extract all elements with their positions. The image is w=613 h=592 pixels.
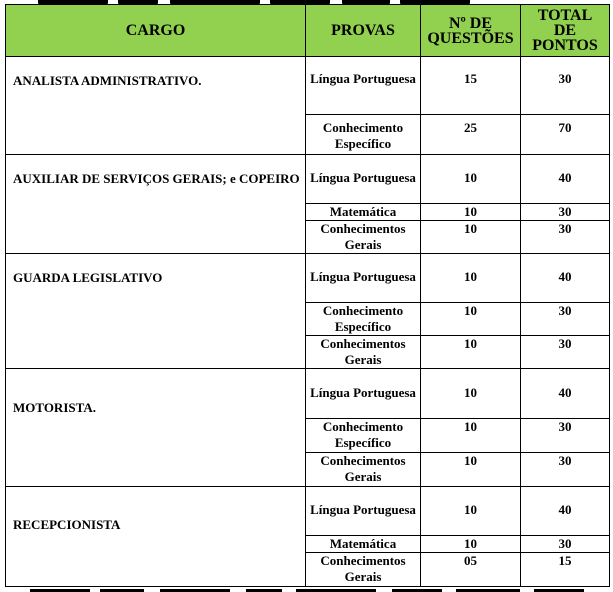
prova-cell: Língua Portuguesa <box>306 155 421 204</box>
pontos-cell: 30 <box>521 221 610 254</box>
questoes-cell: 05 <box>421 553 521 587</box>
questoes-cell: 10 <box>421 303 521 336</box>
questoes-cell: 10 <box>421 487 521 536</box>
cargo-cell: RECEPCIONISTA <box>6 487 306 587</box>
questoes-cell: 10 <box>421 254 521 303</box>
header-questoes <box>421 5 521 57</box>
pontos-cell: 40 <box>521 369 610 419</box>
header-cargo: CARGO <box>6 5 306 57</box>
questoes-cell: 10 <box>421 453 521 487</box>
cargo-cell: AUXILIAR DE SERVIÇOS GERAIS; e COPEIRO <box>6 155 306 254</box>
prova-cell: Conhecimentos Gerais <box>306 221 421 254</box>
prova-cell: Conhecimentos Gerais <box>306 453 421 487</box>
pontos-cell: 40 <box>521 254 610 303</box>
pontos-cell: 40 <box>521 155 610 204</box>
pontos-cell: 15 <box>521 553 610 587</box>
pontos-cell: 30 <box>521 536 610 553</box>
pontos-cell: 30 <box>521 453 610 487</box>
header-questoes-line2: QUESTÕES <box>427 29 514 47</box>
table-row <box>6 254 610 303</box>
header-pontos-line1: TOTAL <box>537 7 593 24</box>
header-provas: PROVAS <box>306 5 421 57</box>
table-row <box>6 155 610 204</box>
questoes-cell: 10 <box>421 155 521 204</box>
cargo-cell: ANALISTA ADMINISTRATIVO. <box>6 57 306 155</box>
questoes-cell: 10 <box>421 536 521 553</box>
prova-cell: Conhecimento Específico <box>306 303 421 336</box>
pontos-cell: 30 <box>521 57 610 115</box>
header-questoes-line1: Nº DE <box>448 14 493 32</box>
pontos-cell: 30 <box>521 419 610 453</box>
questoes-cell: 10 <box>421 419 521 453</box>
table-row <box>6 57 610 115</box>
prova-cell: Matemática <box>306 204 421 221</box>
questoes-cell: 15 <box>421 57 521 115</box>
questoes-cell: 10 <box>421 221 521 254</box>
header-pontos-line2: DE <box>553 22 577 39</box>
prova-cell: Língua Portuguesa <box>306 487 421 536</box>
pontos-cell: 30 <box>521 204 610 221</box>
header-row <box>6 5 610 57</box>
cargo-cell: GUARDA LEGISLATIVO <box>6 254 306 369</box>
pontos-cell: 30 <box>521 336 610 369</box>
prova-cell: Língua Portuguesa <box>306 369 421 419</box>
pontos-cell: 70 <box>521 115 610 155</box>
questoes-cell: 10 <box>421 369 521 419</box>
prova-cell: Língua Portuguesa <box>306 254 421 303</box>
cargo-cell: MOTORISTA. <box>6 369 306 487</box>
prova-cell: Matemática <box>306 536 421 553</box>
prova-cell: Conhecimentos Gerais <box>306 553 421 587</box>
prova-cell: Conhecimentos Gerais <box>306 336 421 369</box>
header-pontos-line3: PONTOS <box>532 37 598 54</box>
questoes-cell: 25 <box>421 115 521 155</box>
cropped-text-below <box>0 588 613 592</box>
questoes-cell: 10 <box>421 204 521 221</box>
prova-cell: Conhecimento Específico <box>306 419 421 453</box>
pontos-cell: 30 <box>521 303 610 336</box>
results-table <box>5 4 610 587</box>
table-row <box>6 487 610 536</box>
prova-cell: Conhecimento Específico <box>306 115 421 155</box>
questoes-cell: 10 <box>421 336 521 369</box>
header-pontos <box>521 5 610 57</box>
pontos-cell: 40 <box>521 487 610 536</box>
table-row <box>6 369 610 419</box>
prova-cell: Língua Portuguesa <box>306 57 421 115</box>
